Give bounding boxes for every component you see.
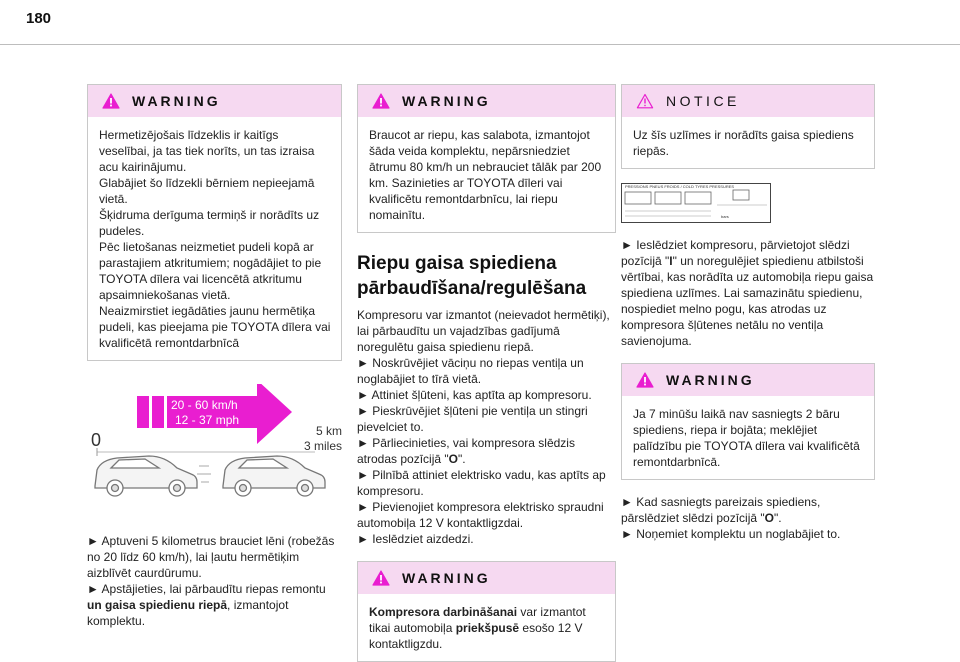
warning-triangle-icon [636, 372, 654, 388]
tyre-pressure-sticker [621, 183, 771, 223]
warning-label: WARNING [132, 93, 221, 109]
column-right [621, 84, 875, 542]
speed-mph: 12 - 37 mph [175, 413, 240, 427]
warning-body [88, 117, 341, 360]
warning-triangle-icon [372, 570, 390, 586]
header-rule [0, 44, 960, 45]
notice-label: NOTICE [666, 93, 740, 109]
notice-box [621, 84, 875, 169]
zero-label: 0 [91, 430, 102, 450]
step-switch-position: ► Pārliecinieties, vai kompresora slēdzis atrodas pozīcijā "O". [357, 436, 575, 466]
instruction-stop-check: ► Apstājieties, lai pārbaudītu riepas remontu un gaisa spiedienu riepā, izmantojot komplektu. [87, 582, 326, 628]
warning-box-socket [357, 561, 616, 662]
warning-body [358, 117, 615, 232]
warning-header [358, 562, 615, 594]
warning-label: WARNING [666, 372, 755, 388]
cars-illustration [87, 446, 342, 498]
warning-box-sealant [87, 84, 342, 361]
warning-text: Braucot ar riepu, kas salabota, izmantojot šāda veida komplektu, nepārsniedziet ātrumu 80 km/h un nebrauciet tālāk par 200 km. Sazinieties ar TOYOTA dīleri vai kvalificētu remontdarbnīcu, lai riepu nomainītu. [369, 128, 602, 222]
sticker-header-text: PRESSIONS PNEUS FROIDS / COLD TYRES PRESSURES [625, 184, 735, 189]
col3-final-steps [621, 494, 875, 542]
warning-box-speed [357, 84, 616, 233]
step-screw-hose: ► Pieskrūvējiet šļūteni pie ventiļa un stingri pievelciet to. [357, 404, 588, 434]
intro-text: Kompresoru var izmantot (neievadot hermētiķi), lai pārbaudītu un vajadzības gadījumā noregulētu gaisa spiedienu riepā. [357, 308, 610, 354]
warning-header [358, 85, 615, 117]
car-icon [197, 456, 325, 496]
sticker-unit-text: bars [721, 214, 729, 219]
warning-body [622, 396, 874, 479]
section-title: Riepu gaisa spiediena pārbaudīšana/regulēšana [357, 253, 587, 299]
column-left [87, 84, 342, 629]
page-number: 180 [26, 10, 52, 27]
warning-header [88, 85, 341, 117]
warning-triangle-icon [102, 93, 120, 109]
warning-box-pressure [621, 363, 875, 480]
step-unwind-hose: ► Attiniet šļūteni, kas aptīta ap kompresoru. [357, 388, 592, 402]
notice-header [622, 85, 874, 117]
warning-text: Hermetizējošais līdzeklis ir kaitīgs veselībai, ja tas tiek norīts, un tas izraisa acu kairinājumu. Glabājiet šo līdzekli bērniem nepieejamā vietā. Šķidruma derīguma termiņš ir norādīts uz pudeles. Pēc lietošanas neizmetiet pudeli kopā ar parastajiem atkritumiem; nogādājiet to pie TOYOTA dīlera vai licencētā atkritumu apsaimniekošanas vietā. Neaizmirstiet iegādāties jaunu hermētiķa pudeli, kas pieejama pie TOYOTA dīlera vai kvalificētā remontdarbnīcā [99, 128, 331, 350]
speed-kmh: 20 - 60 km/h [171, 398, 238, 412]
warning-label: WARNING [402, 93, 491, 109]
tyre-pressure-label-figure [621, 183, 771, 223]
step-plug-in: ► Pievienojiet kompresora elektrisko spraudni automobiļa 12 V kontaktligzdai. [357, 500, 604, 530]
col1-instructions [87, 533, 342, 629]
column-middle [357, 84, 616, 662]
notice-triangle-icon [636, 93, 654, 109]
distance-km: 5 km [315, 424, 342, 438]
warning-label: WARNING [402, 570, 491, 586]
car-icon [95, 456, 197, 496]
step-unwind-cable: ► Pilnībā attiniet elektrisko vadu, kas aptīts ap kompresoru. [357, 468, 606, 498]
speed-distance-figure [87, 384, 342, 499]
notice-body [622, 117, 874, 168]
instruction-drive-slowly: ► Aptuveni 5 kilometrus brauciet lēni (robežās no 20 līdz 60 km/h), lai ļautu hermētiķim aizblīvēt caurdūrumu. [87, 534, 335, 580]
warning-text: Ja 7 minūšu laikā nav sasniegts 2 bāru spiediens, riepa ir bojāta; meklējiet palīdzību pie TOYOTA dīlera vai kvalificētā remontdarbnīcā. [633, 407, 860, 469]
step-remove-cap: ► Noskrūvējiet vāciņu no riepas ventiļa un noglabājiet to tīrā vietā. [357, 356, 584, 386]
distance-miles: 3 miles [303, 439, 342, 453]
warning-body [358, 594, 615, 661]
instruction-switch-off: ► Kad sasniegts pareizais spiediens, pārslēdziet slēdzi pozīcijā "O". [621, 495, 821, 525]
instruction-switch-on: ► Ieslēdziet kompresoru, pārvietojot slēdzi pozīcijā "I" un noregulējiet spiedienu atbilstoši vērtībai, kas norādīta uz automobiļa riepu gaisa spiediena uzlīmes. Lai samazinātu spiedienu, nospiediet melno pogu, kas atrodas uz kompresora šļūtenes netālu no ventiļa savienojuma. [621, 238, 874, 348]
instruction-store-kit: ► Noņemiet komplektu un noglabājiet to. [621, 527, 841, 541]
step-ignition: ► Ieslēdziet aizdedzi. [357, 532, 474, 546]
col2-instructions [357, 307, 616, 547]
warning-text: Kompresora darbināšanai var izmantot tikai automobiļa priekšpusē esošo 12 V kontaktligzdu. [369, 605, 586, 651]
col3-instructions [621, 237, 875, 349]
warning-header [622, 364, 874, 396]
warning-triangle-icon [372, 93, 390, 109]
notice-text: Uz šīs uzlīmes ir norādīts gaisa spiediens riepās. [633, 128, 854, 158]
